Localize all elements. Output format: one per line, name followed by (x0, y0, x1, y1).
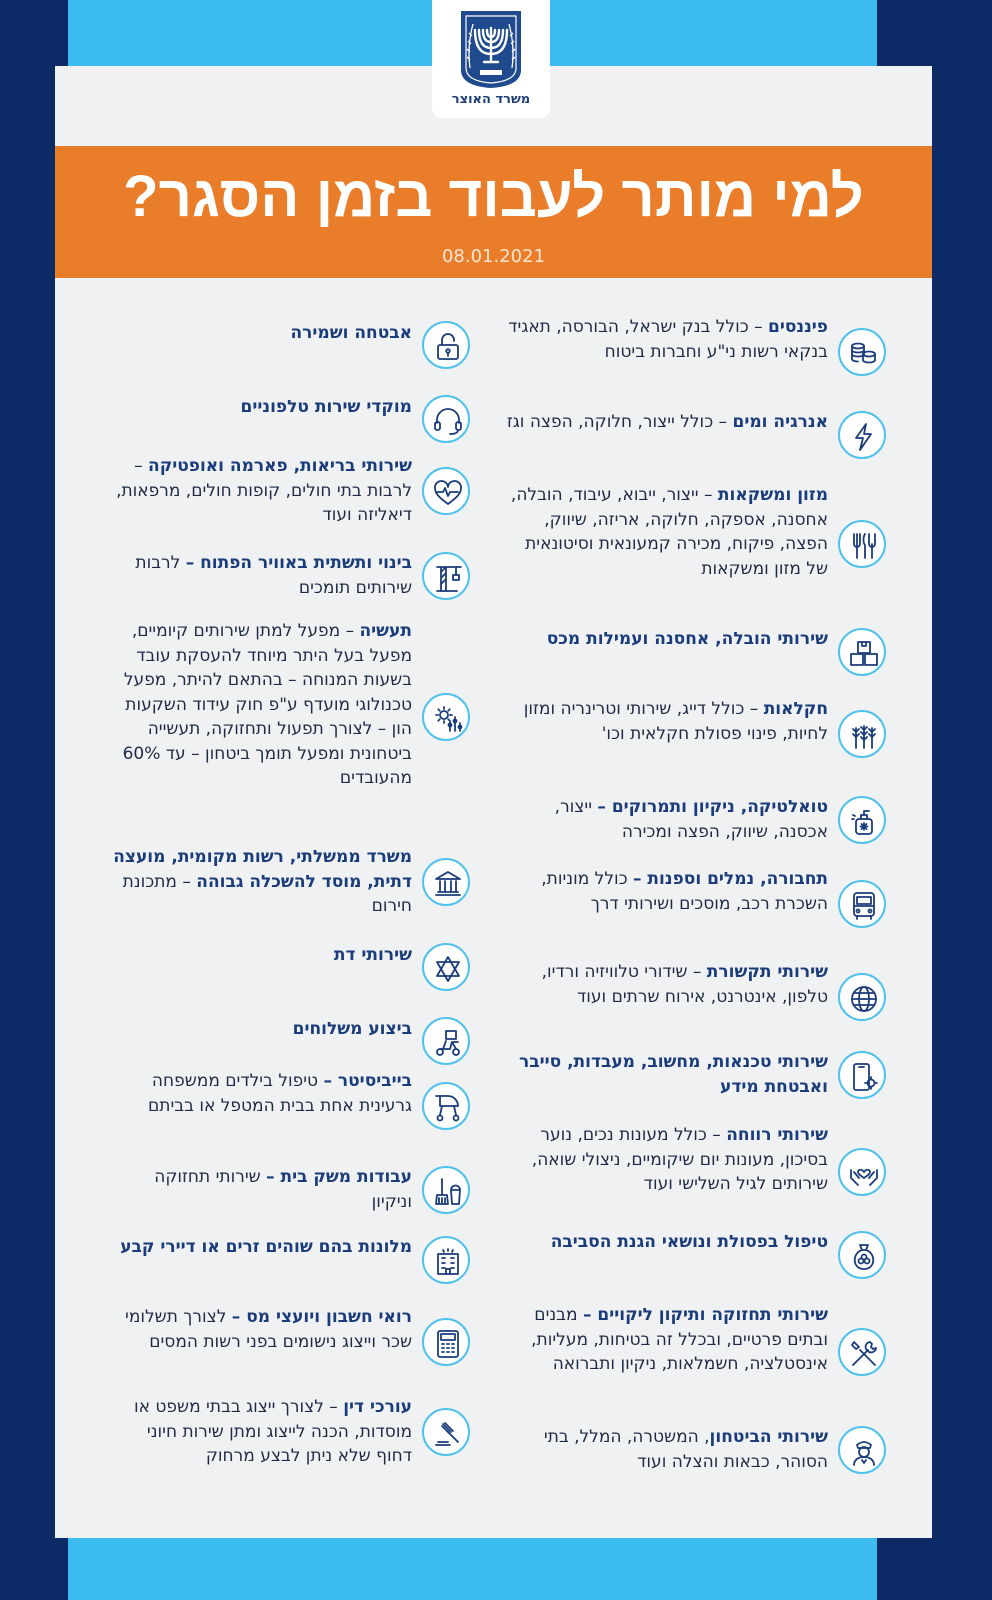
ministry-logo (432, 0, 550, 118)
item-heading: שירותי הובלה, אחסנה ועמילות מכס (546, 629, 828, 649)
item-description: – כולל בנק ישראל, הבורסה, תאגיד בנקאי רשות ני"ע וחברות ביטוח (508, 317, 828, 362)
item-heading: משרד ממשלתי, רשות מקומית, מועצה דתית, מוסד להשכלה גבוהה (113, 847, 412, 892)
item-text (112, 395, 412, 420)
broom-bucket-icon (422, 1166, 470, 1214)
item-text (500, 410, 828, 435)
item-heading: רואי חשבון ויועצי מס – (231, 1307, 412, 1327)
item-heading: ביצוע משלוחים (292, 1019, 412, 1039)
item-text (500, 697, 828, 746)
item-description: – כולל ייצור, חלוקה, הפצה וגז (506, 412, 733, 432)
globe-icon (838, 973, 886, 1021)
page-title: למי מותר לעבוד בזמן הסגר? (123, 164, 864, 229)
item-text (500, 867, 828, 916)
item-description: מבנים ובתים פרטיים, ובכלל זה בטיחות, מעליות, אינסטלציה, חשמלאות, ניקיון ותברואה (531, 1305, 828, 1374)
date-label: 08.01.2021 (441, 246, 546, 267)
item-description: – כולל מעונות נכים, נוער בסיכון, מעונות יום שיקומיים, ניצולי שואה, שירותים לגיל השלישי ועוד (531, 1125, 828, 1194)
item-heading: שירותי הביטחון (709, 1427, 828, 1447)
boxes-icon (838, 628, 886, 676)
item-text (500, 483, 828, 581)
soap-bottle-icon (838, 796, 886, 844)
item-heading: מלונות בהם שוהים זרים או דיירי קבע (120, 1237, 412, 1257)
item-text (112, 1069, 412, 1118)
police-officer-icon (838, 1426, 886, 1474)
lightning-icon (838, 411, 886, 459)
item-heading: עורכי דין (343, 1397, 412, 1417)
item-text (500, 1303, 828, 1377)
stroller-icon (422, 1082, 470, 1130)
item-heading: עבודות משק בית – (266, 1167, 412, 1187)
government-building-icon (422, 858, 470, 906)
item-heading: אנרגיה ומים (732, 412, 828, 432)
heart-pulse-icon (422, 467, 470, 515)
bottom-band (0, 1538, 992, 1600)
item-heading: בינוי ותשתית באוויר הפתוח – (185, 553, 412, 573)
item-description: , המשטרה, המלל, בתי הסוהר, כבאות והצלה ועוד (543, 1427, 828, 1472)
item-text (112, 845, 412, 919)
item-text (112, 551, 412, 600)
calculator-icon (422, 1318, 470, 1366)
recycle-bag-icon (838, 1231, 886, 1279)
item-text (112, 1165, 412, 1214)
item-heading: פיננסים (768, 317, 828, 337)
factory-gear-icon (422, 693, 470, 741)
bus-icon (838, 880, 886, 928)
gavel-icon (422, 1408, 470, 1456)
item-description: – מפעל למתן שירותים קיומיים, מפעל בעל היתר מיוחד להעסקת עובד בשעות המנוחה – בהתאם להיתר, מפעל טכנולוגי מועדף ע"פ חוק עידוד השקעות הון – לצורך תפעול ותחזוקה, תעשייה ביטחונית ומפעל תומך ביטחון – עד 60% מהעובדים (122, 621, 412, 788)
item-description: – לרבות בתי חולים, קופות חולים, מרפאות, דיאליזה ועוד (116, 456, 412, 525)
item-description: טיפול בילדים ממשפחה גרעינית אחת בבית המטפל או בביתם (148, 1071, 412, 1116)
item-text (112, 1395, 412, 1469)
wheat-icon (838, 710, 886, 758)
item-heading: שירותי תחזוקה ותיקון ליקויים – (582, 1305, 828, 1325)
item-heading: חקלאות (763, 699, 828, 719)
item-text (112, 943, 412, 968)
hotel-icon (422, 1236, 470, 1284)
item-description: – לצורך ייצוג בבתי משפט או מוסדות, הכנה לייצוג ומתן שירות חיוני דחוף שלא ניתן לבצע מרחוק (134, 1397, 412, 1466)
ministry-name: משרד האוצר (451, 92, 531, 107)
hands-heart-icon (838, 1148, 886, 1196)
item-heading: שירותי רווחה (726, 1125, 828, 1145)
item-heading: תעשיה (359, 621, 412, 641)
item-text (500, 1123, 828, 1197)
item-heading: אבטחה ושמירה (290, 323, 412, 343)
coins-icon (838, 328, 886, 376)
crane-icon (422, 552, 470, 600)
item-text (500, 1050, 828, 1099)
tools-icon (838, 1328, 886, 1376)
item-description: לצורך תשלומי שכר וייצוג נישומים בפני רשות המסים (125, 1307, 412, 1352)
star-of-david-icon (422, 943, 470, 991)
headset-icon (422, 395, 470, 443)
item-heading: תחבורה, נמלים וספנות – (633, 869, 828, 889)
item-text (500, 1425, 828, 1474)
item-description: – מתכונת חירום (122, 871, 412, 916)
item-text (112, 321, 412, 346)
item-description: ייצור, אכסנה, שיווק, הפצה ומכירה (554, 797, 828, 842)
item-description: שירותי תחזוקה וניקיון (154, 1167, 412, 1212)
item-heading: שירותי דת (333, 945, 412, 965)
item-heading: שירותי תקשורת (706, 962, 828, 982)
item-heading: מזון ומשקאות (717, 485, 828, 505)
item-description: – שידורי טלוויזיה ורדיו, טלפון, אינטרנט, אירוח שרתים ועוד (541, 962, 828, 1007)
item-description: לרבות שירותים תומכים (135, 553, 412, 598)
padlock-icon (422, 321, 470, 369)
item-heading: שירותי בריאות, פארמה ואופטיקה (148, 456, 412, 476)
item-heading: שירותי טכנאות, מחשוב, מעבדות, סייבר ואבטחת מידע (518, 1052, 828, 1097)
item-heading: בייביסיטר – (323, 1071, 412, 1091)
item-heading: טיפול בפסולת ונושאי הגנת הסביבה (550, 1232, 828, 1252)
item-heading: מוקדי שירות טלפוניים (240, 397, 412, 417)
item-text (112, 1235, 412, 1260)
item-description: כולל מוניות, השכרת רכב, מוסכים ושירותי דרך (541, 869, 828, 914)
item-text (112, 454, 412, 528)
item-text (500, 315, 828, 364)
item-text (500, 1230, 828, 1255)
item-text (112, 1017, 412, 1042)
state-emblem-icon (458, 8, 524, 90)
cutlery-icon (838, 520, 886, 568)
item-text (500, 795, 828, 844)
delivery-scooter-icon (422, 1017, 470, 1065)
item-text (500, 627, 828, 652)
item-text (112, 619, 412, 791)
item-description: – כולל דייג, שירותי וטרינריה ומזון לחיות, פינוי פסולת חקלאית וכו' (523, 699, 828, 744)
title-banner (55, 146, 932, 278)
phone-gear-icon (838, 1051, 886, 1099)
item-description: – ייצור, ייבוא, עיבוד, הובלה, אחסנה, אספקה, חלוקה, אריזה, שיווק, הפצה, פיקוח, מכירה קמעונאית וסיטונאית של מזון ומשקאות (510, 485, 828, 579)
item-text (112, 1305, 412, 1354)
item-heading: טואלטיקה, ניקיון ותמרוקים – (597, 797, 828, 817)
item-text (500, 960, 828, 1009)
